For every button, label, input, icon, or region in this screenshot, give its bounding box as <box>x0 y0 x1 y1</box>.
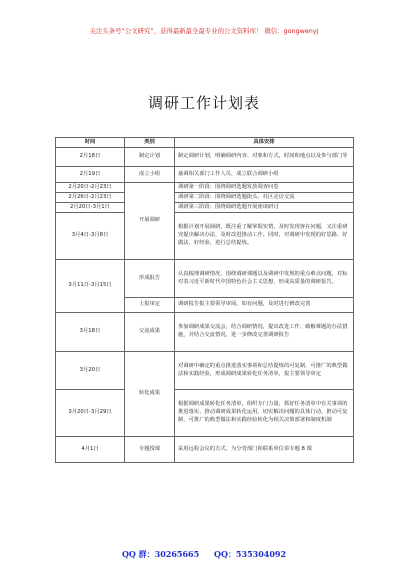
table-header-row <box>56 138 354 148</box>
row-date: 3月11日-3月15日 <box>56 260 125 313</box>
footer-qq-group: QQ 群：30265665 <box>121 549 200 559</box>
row-detail: 抽调相关部门工作人员，成立联合调研小组 <box>175 167 354 183</box>
row-detail: 根据计划开展调研，既注重了解掌握实情，及时发现客在问题，又注重研究提出解决办法，及时改进推动工作。同时，对调研中发现的好思路、好做法、好经验，进行总结提炼。 <box>175 213 354 260</box>
row-category: 成立小组 <box>125 167 175 183</box>
row-category: 上报审定 <box>125 298 175 313</box>
row-category: 专题授课 <box>125 437 175 463</box>
table-row <box>56 352 354 390</box>
header-banner: 关注头条号“公文研究”，获得最新最全最专业的公文资料库！ 微信：gongwenyj <box>89 27 319 35</box>
row-detail: 调研第一阶段：围绕调研选题发放调查问卷 <box>175 183 354 193</box>
row-date: 2月26日-2月23日 <box>56 193 125 203</box>
table-row <box>56 313 354 352</box>
row-detail: 调研第三阶段：围绕调研选题开展座谈研讨 <box>175 203 354 213</box>
table-row <box>56 148 354 167</box>
footer-contact <box>0 549 408 560</box>
table-row <box>56 213 354 260</box>
row-category: 形成报告 <box>125 260 175 298</box>
row-date: 3月18日 <box>56 313 125 352</box>
table-row <box>56 183 354 193</box>
row-date: 3月20日-3月29日 <box>56 390 125 437</box>
row-detail: 制定调研计划，明确调研内容、对象和方式，时间和地点以及参与部门等 <box>175 148 354 167</box>
table-row <box>56 167 354 183</box>
footer-qq: QQ：535304092 <box>214 549 287 559</box>
row-date: 2月20日-3月1日 <box>56 203 125 213</box>
row-date: 2月20日-2月23日 <box>56 183 125 193</box>
row-date: 3月20日 <box>56 352 125 390</box>
row-detail: 采用远程会议的方式，为分管部门和联系单位讲专题 8 课 <box>175 437 354 463</box>
row-date: 2月19日 <box>56 167 125 183</box>
table-row <box>56 203 354 213</box>
column-header-detail: 具体安排 <box>175 138 354 148</box>
table-row <box>56 437 354 463</box>
row-date: 4月1日 <box>56 437 125 463</box>
table-row <box>56 390 354 437</box>
table-row <box>56 193 354 203</box>
table-row <box>56 260 354 298</box>
row-detail: 认真梳理调研情况，围绕调研课题以及调研中发现的重点难点问题，对标对表习近平新时代中国特色社会主义思想，形成高质量的调研报告。 <box>175 260 354 298</box>
row-detail: 调研报告报主要领导审阅，如有问题，及时进行修改完善 <box>175 298 354 313</box>
row-date: 2月18日 <box>56 148 125 167</box>
plan-table <box>55 137 354 463</box>
row-detail: 根据调研成果转化任务清单，组织专门力量，抓好任务清单中有关事项的推进落实，推动调研成果转化运用，切实解决问题的具体行动，推动可复制、可推广的典型做法和实践经验转化为相关决策部署和制度机制 <box>175 390 354 437</box>
row-date: 3月4日-3月8日 <box>56 213 125 260</box>
row-detail: 参加调研成果交流会，结合调研情况，提出改进工作、破解难题的办法措施，并结合交流情况，进一步修改完善调研报告 <box>175 313 354 352</box>
row-category: 开展调研 <box>125 183 175 260</box>
row-category: 交流成果 <box>125 313 175 352</box>
row-category: 转化成果 <box>125 352 175 437</box>
column-header-category: 类别 <box>125 138 175 148</box>
row-category: 制定计划 <box>125 148 175 167</box>
column-header-time: 时间 <box>56 138 125 148</box>
row-detail: 调研第二阶段：围绕调研选题街头、社区走访交流 <box>175 193 354 203</box>
page-title: 调研工作计划表 <box>147 94 260 112</box>
row-detail: 对调研中确定的重点推进落实事项和总结提炼的可复制、可推广的典型做法和实践经验，形成调研成果转化任务清单，报主要领导审定 <box>175 352 354 390</box>
